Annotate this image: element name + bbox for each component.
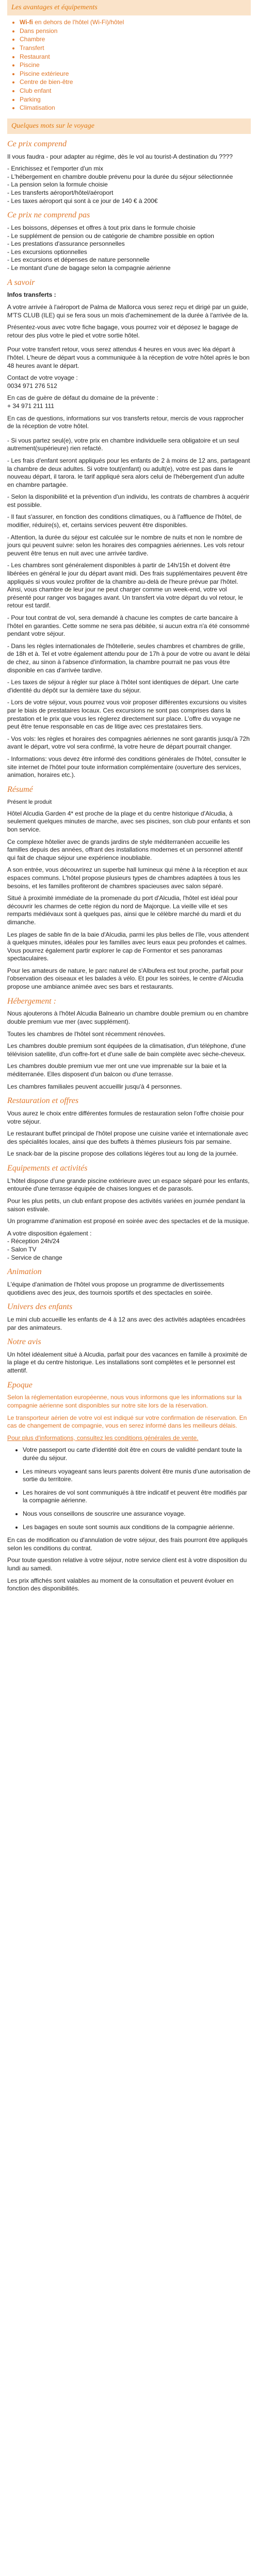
- epoque-p4: Pour toute question relative à votre séjour, notre service client est à votre disposition du lundi au samedi.: [7, 1556, 247, 1572]
- advantage-wifi-label: Wi-fi en dehors de l'hôtel (Wi-Fi)/hôtel: [20, 19, 124, 26]
- advantage-label: Chambre: [20, 36, 45, 43]
- opinion-p1: Un hôtel idéalement situé à Alcudia, parfait pour des vacances en famille à proximité de la plage et du centre historique. Les installations sont complètes et le personnel est attentif.: [7, 1350, 247, 1375]
- advantage-label: Centre de bien-être: [20, 78, 73, 86]
- epoque-bullet: • Les horaires de vol sont communiqués à titre indicatif et peuvent être modifiés par la compagnie aérienne.: [23, 1489, 251, 1505]
- summary-p4: Situé à proximité immédiate de la promenade du port d'Alcudia, l'hôtel est idéal pour découvrir les charmes de cette région du nord de Majorque. La vieille ville et ses remparts médiévaux sont à quelques pas, ainsi que le célèbre marché du mardi et du dimanche.: [7, 894, 241, 926]
- section-title-equipment: Equipements et activités: [7, 1163, 88, 1173]
- to-know-p5: En cas de questions, informations sur vos transferts retour, mercis de vous rapprocher de la réception de votre hôtel.: [7, 414, 244, 430]
- equipment-p3: Un programme d'animation est proposé en soirée avec des spectacles et de la musique.: [7, 1217, 250, 1225]
- kids-p1: Le mini club accueille les enfants de 4 à 12 ans avec des activités adaptées encadrées par des animateurs.: [7, 1315, 246, 1331]
- included-line: - La pension selon la formule choisie: [7, 181, 108, 189]
- epoque-p1: Selon la réglementation européenne, nous vous informons que les informations sur la compagnie aérienne sont disponibles sur notre site lors de la réservation.: [7, 1394, 242, 1410]
- not-included-line: - Les prestations d'assurance personnelles: [7, 240, 125, 248]
- included-line: - L'hébergement en chambre double prévenu pour la durée du séjour sélectionnée: [7, 173, 233, 180]
- to-know-p7: - Les frais d'enfant seront appliqués pour les enfants de 2 à moins de 12 ans, partageant la chambre de deux adultes. Si votre tout(enfant) ou adult(e), votre est pas dans le nouveau départ, il tarora. le tarif appliqué sera alors celui de l'hébergement d'un adulte en chambre partagée.: [7, 456, 250, 488]
- to-know-p8: - Selon la disponibilité et la prévention d'un individu, les contrats de chambres à acquérir est possible.: [7, 493, 250, 509]
- transfer-info-label: Infos transferts :: [7, 291, 56, 299]
- equipment-extras: [7, 1230, 251, 1262]
- advantage-label: Piscine: [20, 61, 40, 69]
- section-title-animation: Animation: [7, 1267, 42, 1277]
- epoque-bullet: • Nous vous conseillons de souscrire une assurance voyage.: [23, 1510, 251, 1518]
- advantage-item: [20, 78, 251, 87]
- contact-label: Contact de votre voyage :: [7, 374, 78, 382]
- not-included-line: - Les boissons, dépenses et offres à tout prix dans le formule choisie: [7, 224, 196, 232]
- advantage-label: Climatisation: [20, 104, 55, 112]
- to-know-p13: - Dans les règles internationales de l'hôtellerie, seules chambres et chambres de grille, de 18h et à. Tel et votre également attendu pour de 17h à pour de votre ou avant le délai de chez, au sinon à l'absence d'information, la chambre pourrait ne pas vous être disponible en cas d'arrivée tardive.: [7, 642, 250, 674]
- epoque-note: [7, 1434, 251, 1443]
- section-title-restaurant: Restauration et offres: [7, 1096, 79, 1106]
- contact-number: 0034 971 276 512: [7, 382, 57, 389]
- advantage-label: Piscine extérieure: [20, 70, 69, 77]
- advantage-item: [20, 27, 251, 36]
- section-title-included: Ce prix comprend: [7, 139, 67, 148]
- epoque-p3: En cas de modification ou d'annulation de votre séjour, des frais pourront être appliqués selon les conditions du contrat.: [7, 1536, 248, 1552]
- to-know-p15: - Lors de votre séjour, vous pourrez vous voir proposer différentes excursions ou visites par le biais de prestataires locaux. Ces excursions ne sont pas comprises dans la prestation et le prix que vous les réglerez directement sur place. L'offre du voyage ne peut être tenue responsable en cas de litige avec ces prestataires tiers.: [7, 699, 247, 731]
- advantage-label: Dans pension: [20, 27, 58, 35]
- accommodation-p5: Les chambres familiales peuvent accueillir jusqu'à 4 personnes.: [7, 1082, 182, 1090]
- section-title-accommodation: Hébergement :: [7, 996, 56, 1006]
- to-know-p2: Présentez-vous avec votre fiche bagage, vous pourrez voir et déposez le bagage de retour des plus votre le pied et votre sortie hôtel.: [7, 324, 238, 339]
- equipment-p2: Pour les plus petits, un club enfant propose des activités variées en journée pendant la saison estivale.: [7, 1197, 245, 1213]
- animation-p1: L'équipe d'animation de l'hôtel vous propose un programme de divertissements quotidiens avec des jeux, des tournois sportifs et des spectacles en soirée.: [7, 1280, 224, 1296]
- epoque-bullet: • Les bagages en soute sont soumis aux conditions de la compagnie aérienne.: [23, 1523, 251, 1532]
- accommodation-p1: Nous ajouterons à l'hôtel Alcudia Balneario un chambre double premium ou en chambre double premium vue mer (avec supplément).: [7, 1010, 249, 1026]
- included-line: - Les taxes aéroport qui sont à ce jour de 140 € à 200€: [7, 197, 158, 205]
- advantage-item: [20, 36, 251, 44]
- advantage-item: [20, 70, 251, 78]
- extras-item: - Réception 24h/24: [7, 1238, 60, 1245]
- extras-item: - Salon TV: [7, 1245, 37, 1253]
- not-included-line: - Les excursions optionnelles: [7, 248, 87, 256]
- extras-item: - Service de change: [7, 1253, 62, 1261]
- to-know-p17: - Informations: vous devez être informé des conditions générales de l'hôtel, consulter le site internet de l'hôtel pour toute information complémentaire (ouverture des services, animation, horaires etc.).: [7, 755, 247, 779]
- to-know-p9: - Il faut s'assurer, en fonction des conditions climatiques, ou à l'affluence de l'hôtel, de modifier, réduire(s), et, certains services peuvent être disponibles.: [7, 513, 242, 529]
- section-title-epoque: Epoque: [7, 1380, 33, 1389]
- to-know-p1: A votre arrivée à l'aéroport de Palma de Mallorca vous serez reçu et dirigé par un guide, M'TS CLUB (ILE) qui se fera sous un mois d'acheminement de la durée à l'arrivée de la.: [7, 303, 249, 319]
- trip-banner: Quelques mots sur le voyage: [7, 118, 251, 134]
- advantage-item: [20, 87, 251, 95]
- epoque-p2: Le transporteur aérien de votre vol est indiqué sur votre confirmation de réservation. En cas de changement de compagnie, vous en serez informé dans les meilleurs délais.: [7, 1414, 247, 1430]
- emergency-block: [7, 394, 251, 410]
- restaurant-p1: Vous aurez le choix entre différentes formules de restauration selon l'offre choisie pour votre séjour.: [7, 1110, 244, 1125]
- to-know-p3: Pour votre transfert retour, vous serez attendus 4 heures en vous avec léa départ à l'hôtel. L'heure de départ vous a communiquée à la réception de votre hôtel après le bon 48 heures avant le départ.: [7, 346, 250, 369]
- section-title-to-know: A savoir: [7, 278, 35, 287]
- advantage-label: Club enfant: [20, 87, 52, 94]
- advantage-label: Transfert: [20, 44, 44, 52]
- advantage-label: Parking: [20, 95, 41, 103]
- restaurant-p3: Le snack-bar de la piscine propose des collations légères tout au long de la journée.: [7, 1150, 238, 1158]
- to-know-p12: - Pour tout contrat de vol, sera demandé à chacune les comptes de carte bancaire à l'hôtel en garanties. Cette somme ne sera pas débitée, si aucun extra n'a été consommé pendant votre séjour.: [7, 614, 250, 638]
- to-know-p11: - Les chambres sont généralement disponibles à partir de 14h/15h et doivent être libérées en général le jour du départ avant midi. Des frais supplémentaires peuvent être appliqués si vous voulez profiter de la chambre au-delà de l'heure prévue par l'hôtel. Ainsi, vous chambre de leur jour ne peut charger comme un week-end, votre vol présenté pour ranger vos bagages avant. Un transfert via votre départ du vol retour, le retour est tardif.: [7, 562, 248, 609]
- epoque-bullet: • Les mineurs voyageant sans leurs parents doivent être munis d'une autorisation de sortie du territoire.: [23, 1468, 251, 1484]
- to-know-p14: - Les taxes de séjour à régler sur place à l'hôtel sont identiques de départ. Une carte d'identité du dépôt sur la dernière taxe du séjour.: [7, 679, 239, 694]
- advantage-item: [20, 44, 251, 53]
- epoque-p5: Les prix affichés sont valables au moment de la consultation et peuvent évoluer en fonction des disponibilités.: [7, 1577, 234, 1592]
- included-line: - Les transferts aéroport/hôtel/aéroport: [7, 189, 114, 197]
- included-list: [7, 165, 251, 205]
- not-included-line: - Les excursions et dépenses de nature personnelle: [7, 256, 150, 264]
- restaurant-p2: Le restaurant buffet principal de l'hôtel propose une cuisine variée et internationale avec des spécialités locales, ainsi que des buffets à thèmes plusieurs fois par semaine.: [7, 1130, 249, 1145]
- advantage-item: [20, 19, 251, 27]
- advantage-item: [20, 61, 251, 70]
- not-included-line: - Le montant d'une de bagage selon la compagnie aérienne: [7, 264, 171, 272]
- not-included-list: [7, 224, 251, 273]
- included-line: - Enrichissez et l'emporter d'un mix: [7, 165, 103, 173]
- advantages-list: [7, 19, 251, 112]
- not-included-line: - Le supplément de pension ou de catégorie de chambre possible en option: [7, 232, 214, 240]
- extras-label: A votre disposition également :: [7, 1229, 92, 1237]
- epoque-bullet: • Votre passeport ou carte d'identité doit être en cours de validité pendant toute la durée du séjour.: [23, 1446, 251, 1462]
- advantage-item: [20, 104, 251, 112]
- summary-p1: Hôtel Alcudia Garden 4* est proche de la plage et du centre historique d'Alcudia, à seulement quelques minutes de marche, avec ses piscines, son club pour enfants et son bon service.: [7, 809, 250, 833]
- epoque-bullets: [7, 1446, 251, 1531]
- accommodation-p4: Les chambres double premium vue mer ont une vue imprenable sur la baie et la méditerranée. Elles disposent d'un balcon ou d'une terrasse.: [7, 1062, 227, 1078]
- summary-p2: Ce complexe hôtelier avec de grands jardins de style méditerranéen accueille les familles depuis des années, offrant des installations modernes et un personnel attentif qui fait de chaque séjour une expérience inoubliable.: [7, 838, 243, 861]
- to-know-p6: - Si vous partez seul(e), votre prix en chambre individuelle sera obligatoire et un seul autrement(supérieure) rien refacté.: [7, 436, 239, 452]
- equipment-p1: L'hôtel dispose d'une grande piscine extérieure avec un espace séparé pour les enfants, entourée d'une terrasse équipée de chaises longues et de parasols.: [7, 1177, 250, 1193]
- contact-block: [7, 374, 251, 390]
- emergency-number: + 34 971 211 111: [7, 402, 55, 410]
- summary-p6: Pour les amateurs de nature, le parc naturel de s'Albufera est tout proche, parfait pour l'observation des oiseaux et les balades à vélo. Et pour les soirées, le centre d'Alcudia propose une ambiance animée avec ses bars et restaurants.: [7, 967, 244, 991]
- advantage-item: [20, 96, 251, 104]
- section-title-not-included: Ce prix ne comprend pas: [7, 211, 90, 220]
- summary-p3: A son entrée, vous découvrirez un superbe hall lumineux qui mène à la réception et aux espaces communs. L'hôtel propose plusieurs types de chambres adaptées à tous les besoins, et les familles profiteront de chambres spacieuses avec salon séparé.: [7, 866, 248, 890]
- advantage-label: Restaurant: [20, 53, 50, 60]
- accommodation-p2: Toutes les chambres de l'hôtel sont récemment rénovées.: [7, 1030, 166, 1038]
- summary-p5: Les plages de sable fin de la baie d'Alcudia, parmi les plus belles de l'île, vous attendent à quelques minutes, idéales pour les familles avec leurs eaux peu profondes et calmes. Vous pourrez également partir explorer le cap de Formentor et ses panoramas spectaculaires.: [7, 930, 249, 962]
- summary-sub: Présent le produit: [7, 799, 52, 805]
- accommodation-p3: Les chambres double premium sont équipées de la climatisation, d'un téléphone, d'une télévision satellite, d'un coffre-fort et d'une salle de bain complète avec sèche-cheveux.: [7, 1042, 246, 1058]
- to-know-p16: - Vos vols: les règles et horaires des compagnies aériennes ne sont garantis jusqu'à 72h avant le départ, votre vol sera confirmé, la votre heure de départ pourrait changer.: [7, 735, 250, 751]
- included-intro: Il vous faudra - pour adapter au régime, dès le vol au tourist-A destination du ????: [7, 152, 233, 160]
- section-title-kids: Univers des enfants: [7, 1302, 73, 1312]
- section-title-summary: Résumé: [7, 785, 33, 794]
- advantage-item: [20, 53, 251, 61]
- advantages-banner: Les avantages et équipements: [7, 0, 251, 15]
- emergency-label: En cas de guère de défaut du domaine de la prévente :: [7, 394, 158, 402]
- section-title-opinion: Notre avis: [7, 1337, 41, 1347]
- conditions-link[interactable]: Pour plus d'informations, consultez les conditions générales de vente.: [7, 1434, 199, 1442]
- to-know-p10: - Attention, la durée du séjour est calculée sur le nombre de nuits et non le nombre de jours qui peuvent suivre: selon les horaires des compagnies aériennes. Les vols retour peuvent être tenus en nuit avec une arrivée tardive.: [7, 533, 245, 557]
